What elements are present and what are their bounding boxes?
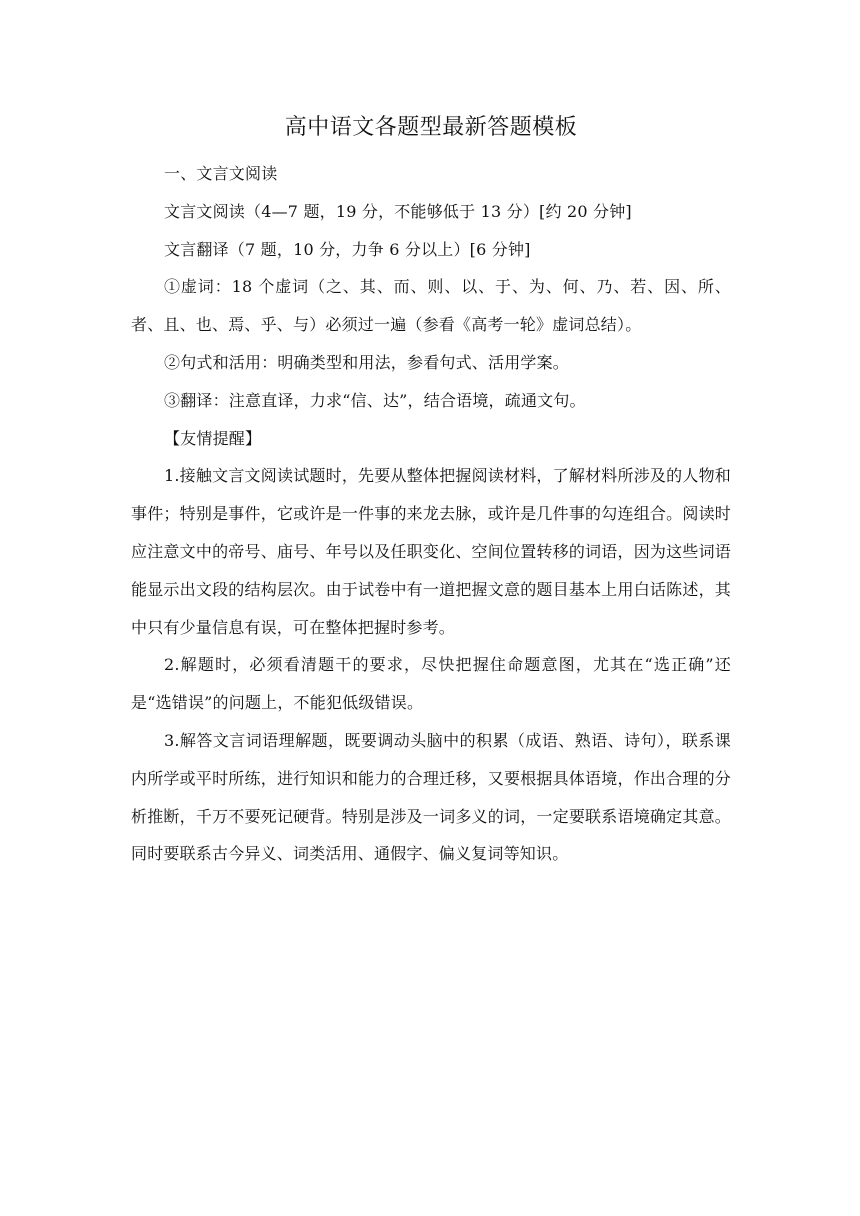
sentence-pattern-paragraph: ②句式和活用：明确类型和用法，参看句式、活用学案。 bbox=[164, 352, 570, 372]
translation-info: 文言翻译（7 题，10 分，力争 6 分以上）[6 分钟] bbox=[164, 239, 531, 259]
translation-tip-paragraph: ③翻译：注意直译，力求“信、达”，结合语境，疏通文句。 bbox=[164, 390, 586, 410]
reminder-heading: 【友情提醒】 bbox=[164, 428, 262, 448]
tip-paragraph-1: 1.接触文言文阅读试题时，先要从整体把握阅读材料，了解材料所涉及的人物和事件；特别是事件，它或许是一件事的来龙去脉，或许是几件事的勾连组合。阅读时应注意文中的帝号、庙号、年号以及任职变化、空间位置转移的词语，因为这些词语能显示出文段的结构层次。由于试卷中有一道把握文意的题目基本上用白话陈述，其中只有少量信息有误，可在整体把握时参考。 bbox=[131, 466, 731, 637]
reading-info: 文言文阅读（4—7 题，19 分，不能够低于 13 分）[约 20 分钟] bbox=[164, 201, 632, 221]
document-title: 高中语文各题型最新答题模板 bbox=[284, 115, 578, 140]
function-words-paragraph: ①虚词：18 个虚词（之、其、而、则、以、于、为、何、乃、若、因、所、者、且、也、焉、乎、与）必须过一遍（参看《高考一轮》虚词总结）。 bbox=[131, 277, 731, 335]
tip-paragraph-2: 2.解题时，必须看清题干的要求，尽快把握住命题意图，尤其在“选正确”还是“选错误”的问题上，不能犯低级错误。 bbox=[131, 655, 731, 713]
section-heading: 一、文言文阅读 bbox=[164, 164, 278, 183]
tip-paragraph-3: 3.解答文言词语理解题，既要调动头脑中的积累（成语、熟语、诗句），联系课内所学或平时所练，进行知识和能力的合理迁移，又要根据具体语境，作出合理的分析推断，千万不要死记硬背。特别是涉及一词多义的词，一定要联系语境确定其意。同时要联系古今异义、词类活用、通假字、偏义复词等知识。 bbox=[131, 730, 731, 864]
document-body bbox=[131, 108, 731, 873]
